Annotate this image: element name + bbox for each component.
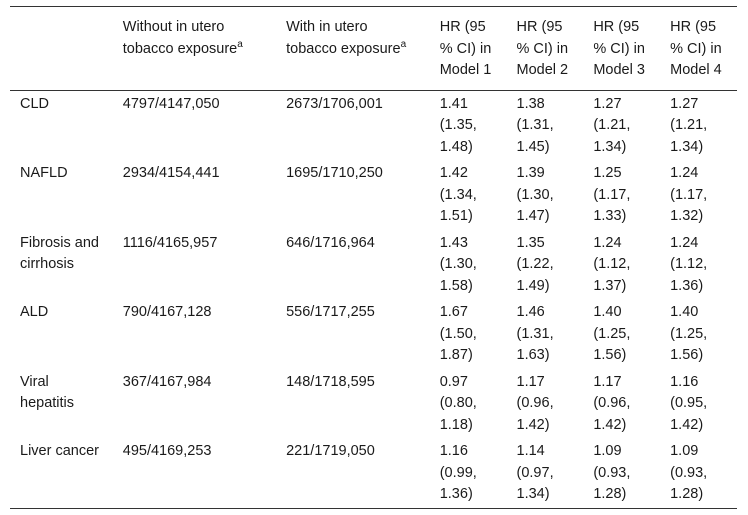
cell-model-4: 1.27 (1.21, 1.34) [670, 95, 708, 155]
header-model-1: HR (95 % CI) in Model 1 [439, 19, 492, 78]
header-model-2: HR (95 % CI) in Model 2 [516, 19, 569, 78]
cell-with-exposure: 148/1718,595 [286, 373, 375, 390]
cell-model-4: 1.24 (1.12, 1.36) [670, 234, 708, 294]
cell-model-4: 1.24 (1.17, 1.32) [670, 165, 708, 224]
cell-model-3: 1.25 (1.17, 1.33) [593, 165, 631, 224]
table-row [10, 299, 737, 369]
cell-model-2: 1.14 (0.97, 1.34) [516, 443, 554, 502]
table-body [10, 90, 737, 508]
header-without-exposure [113, 7, 276, 91]
cell-without-exposure: 2934/4154,441 [122, 165, 220, 181]
cell-model-3: 1.17 (0.96, 1.42) [593, 373, 631, 433]
cell-outcome: Liver cancer [20, 443, 99, 459]
cell-model-4: 1.16 (0.95, 1.42) [670, 373, 708, 433]
cell-model-1: 1.41 (1.35, 1.48) [439, 95, 477, 155]
table-row [10, 160, 737, 230]
cell-model-1: 1.16 (0.99, 1.36) [439, 443, 477, 502]
cell-with-exposure: 221/1719,050 [286, 443, 375, 459]
header-with-exposure [276, 7, 430, 91]
cell-model-2: 1.46 (1.31, 1.63) [516, 304, 554, 363]
cell-with-exposure: 556/1717,255 [286, 304, 375, 320]
cell-without-exposure: 4797/4147,050 [122, 95, 220, 112]
cell-model-3: 1.27 (1.21, 1.34) [593, 95, 631, 155]
cell-model-1: 0.97 (0.80, 1.18) [439, 373, 477, 433]
cell-model-1: 1.42 (1.34, 1.51) [439, 165, 477, 224]
cell-without-exposure: 367/4167,984 [122, 373, 212, 390]
cell-model-1: 1.43 (1.30, 1.58) [439, 234, 477, 294]
cell-model-2: 1.35 (1.22, 1.49) [516, 234, 554, 294]
table-row [10, 90, 737, 160]
header-row [10, 7, 737, 91]
cell-model-2: 1.38 (1.31, 1.45) [516, 95, 554, 155]
header-without-exposure-text: Without in utero tobacco exposure [122, 19, 238, 57]
table-header [10, 7, 737, 91]
cell-model-4: 1.40 (1.25, 1.56) [670, 304, 708, 363]
table-row [10, 369, 737, 439]
header-outcome [10, 7, 113, 91]
cell-model-3: 1.09 (0.93, 1.28) [593, 443, 631, 502]
table-row [10, 438, 737, 508]
cell-model-3: 1.24 (1.12, 1.37) [593, 234, 631, 294]
cell-model-4: 1.09 (0.93, 1.28) [670, 443, 708, 502]
cell-model-3: 1.40 (1.25, 1.56) [593, 304, 631, 363]
cell-outcome: CLD [20, 95, 50, 112]
footnote-marker: a [237, 38, 243, 50]
table-row [10, 230, 737, 300]
cell-without-exposure: 1116/4165,957 [122, 234, 218, 251]
header-model-3: HR (95 % CI) in Model 3 [593, 19, 645, 78]
cell-with-exposure: 646/1716,964 [286, 234, 375, 251]
cell-without-exposure: 790/4167,128 [122, 304, 212, 320]
cell-outcome: Fibrosis and cirrhosis [20, 234, 99, 272]
cell-outcome: Viral hepatitis [20, 373, 75, 411]
cell-model-2: 1.39 (1.30, 1.47) [516, 165, 554, 224]
cell-without-exposure: 495/4169,253 [122, 443, 212, 459]
cell-outcome: ALD [20, 304, 49, 320]
footnote-marker: a [400, 38, 407, 50]
cell-model-1: 1.67 (1.50, 1.87) [439, 304, 477, 363]
cell-outcome: NAFLD [20, 165, 68, 181]
cell-model-2: 1.17 (0.96, 1.42) [516, 373, 554, 433]
results-table [10, 6, 737, 509]
cell-with-exposure: 1695/1710,250 [286, 165, 383, 181]
header-model-4: HR (95 % CI) in Model 4 [670, 19, 722, 78]
header-with-exposure-text: With in utero tobacco exposure [286, 19, 401, 57]
cell-with-exposure: 2673/1706,001 [286, 95, 383, 112]
